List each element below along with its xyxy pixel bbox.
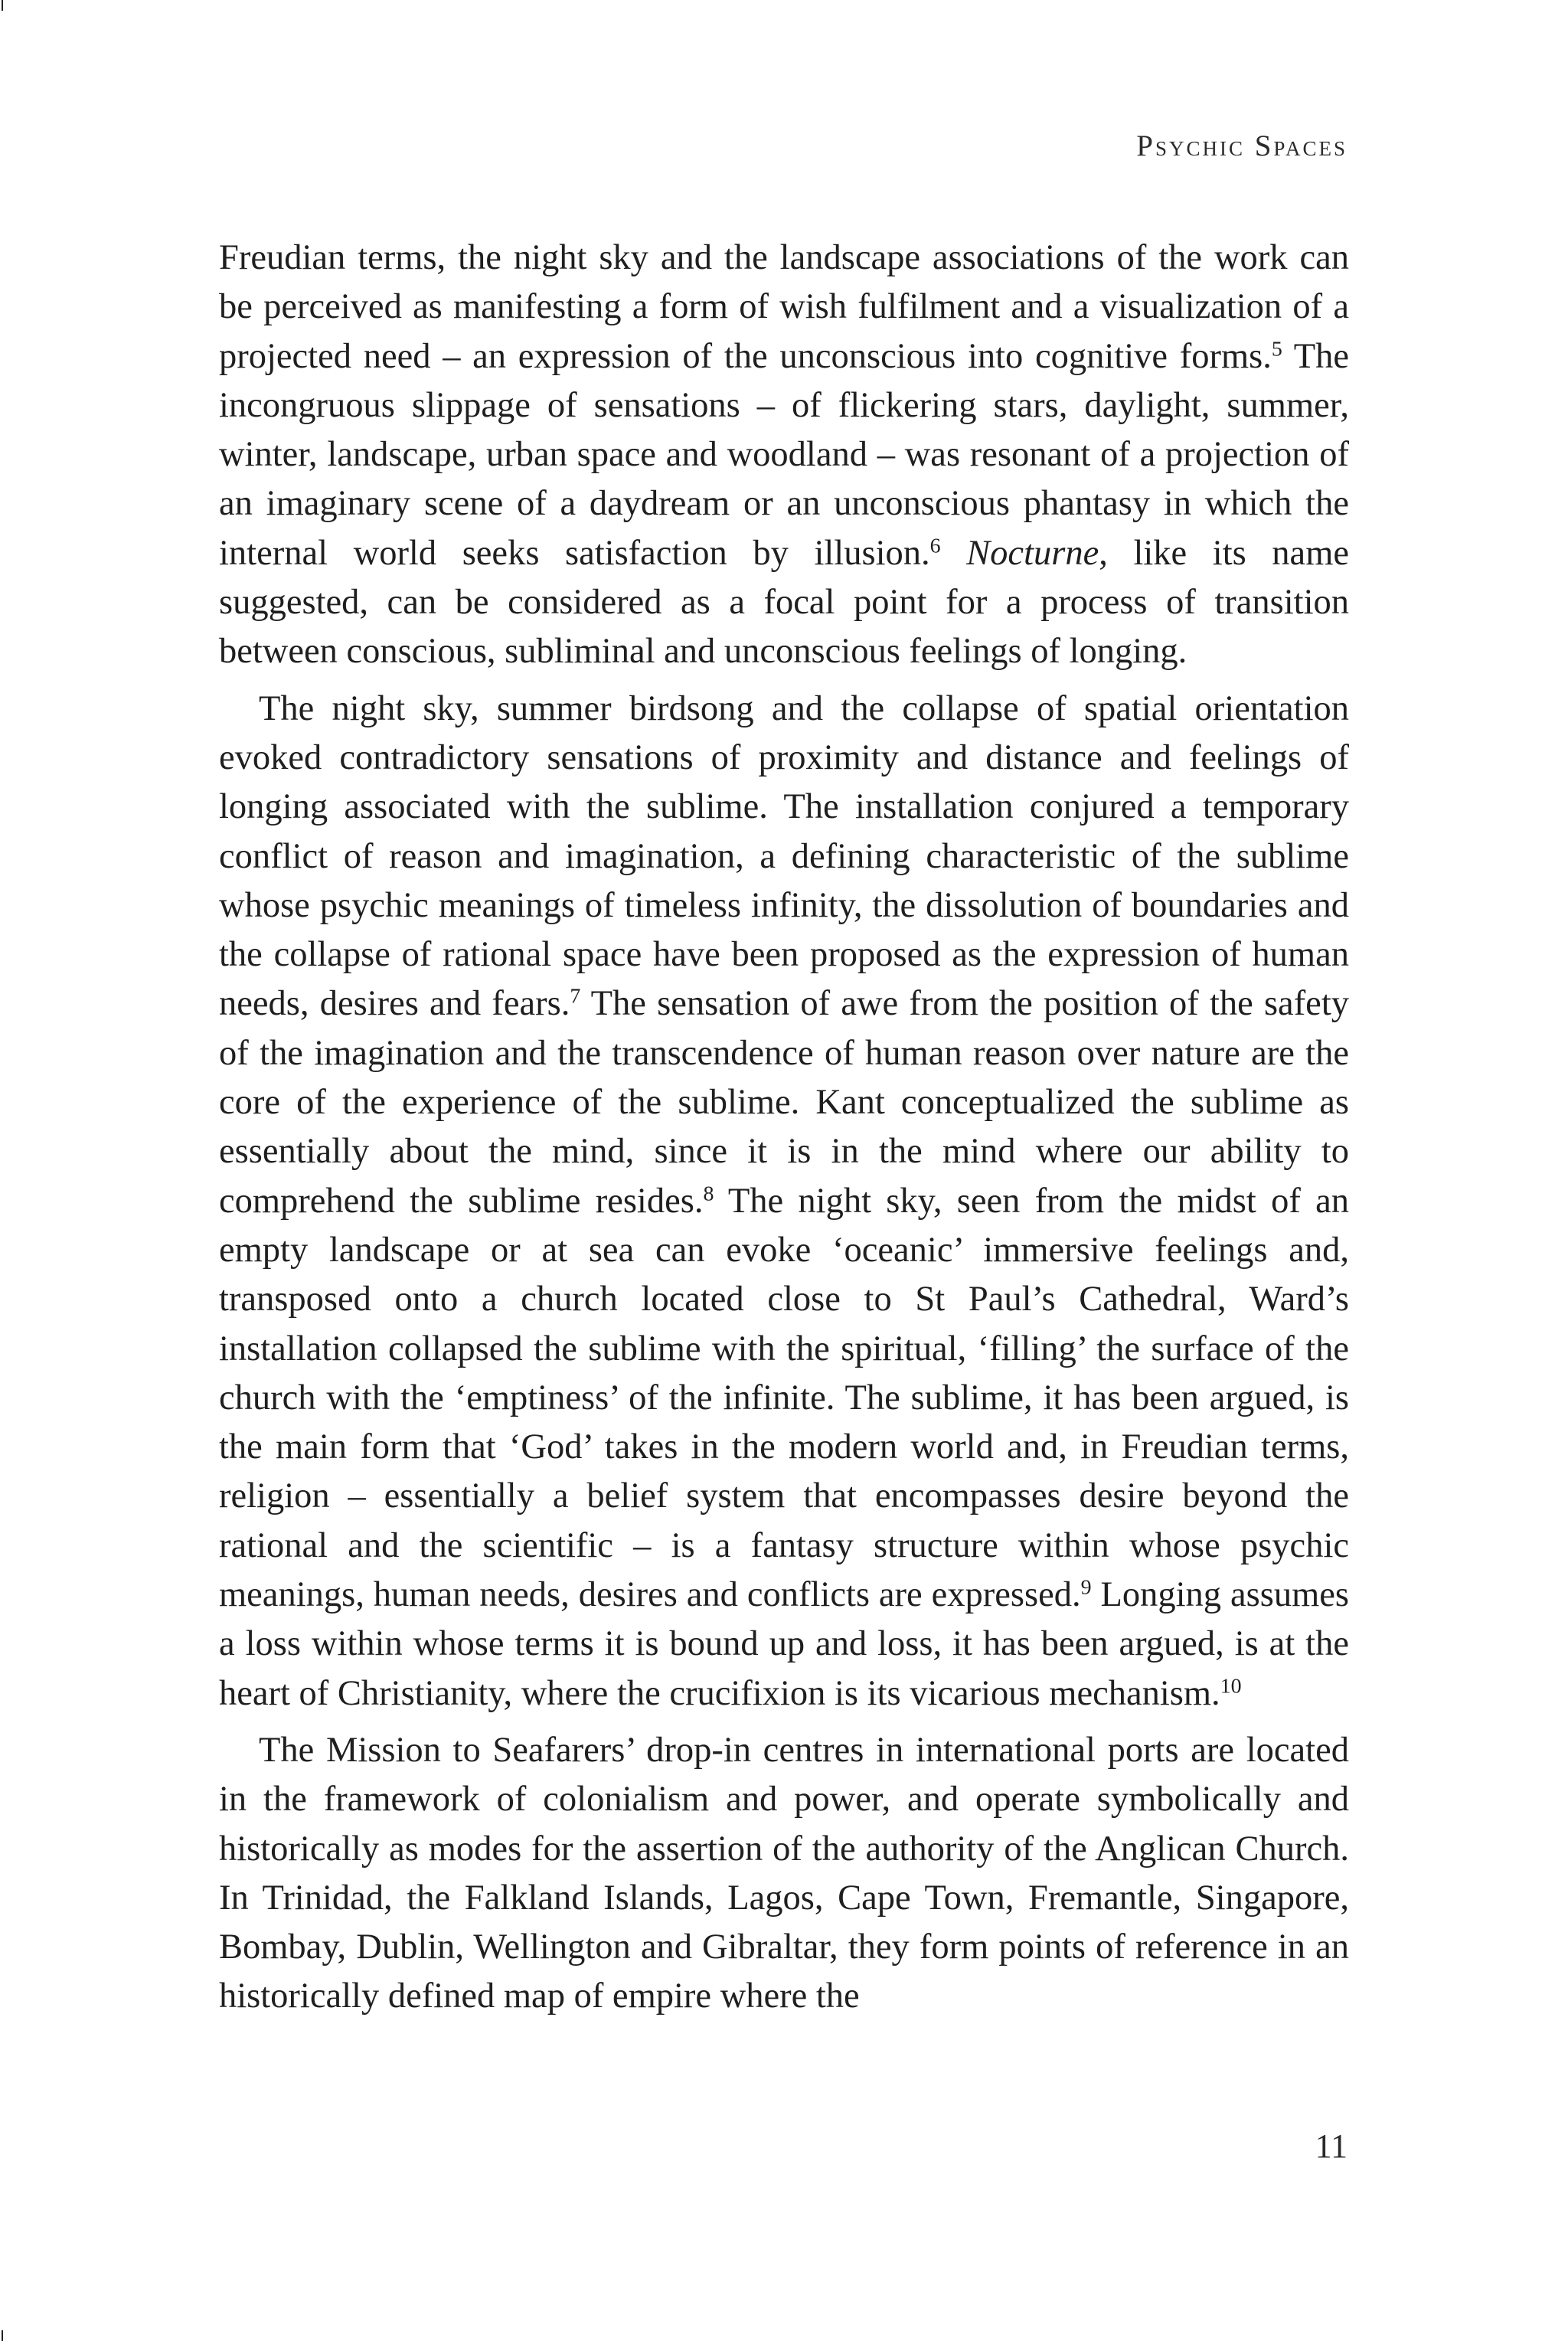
- footnote-marker: 8: [703, 1182, 714, 1206]
- page-number: 11: [1315, 2127, 1348, 2165]
- paragraph: [219, 234, 1349, 677]
- text-run: [941, 534, 967, 573]
- footnote-marker: 10: [1220, 1674, 1242, 1699]
- text-run: The incongruous slippage of sensations – of flickering stars, daylight, summer, winter, landscape, urban space and woodland – was resonant of a projection of an imaginary scene of a daydream or an unconscious phantasy in which the internal world seeks satisfaction by illusion.: [219, 336, 1349, 573]
- running-head: Psychic Spaces: [1136, 129, 1348, 162]
- text-run: Freudian terms, the night sky and the landscape associations of the work can be perceived as manifesting a form of wish fulfilment and a visualization of a projected need – an expression of the unconscious into cognitive forms.: [219, 238, 1349, 376]
- footnote-marker: 7: [570, 985, 581, 1009]
- italic-title: Nocturne: [966, 533, 1099, 573]
- paragraph: [219, 685, 1349, 1718]
- text-run: , like its name suggested, can be considered as a focal point for a process of transition between conscious, subliminal and unconscious feelings of longing.: [219, 533, 1349, 672]
- footnote-marker: 6: [929, 534, 941, 558]
- footnote-marker: 9: [1080, 1575, 1092, 1600]
- text-run: The sensation of awe from the position of the safety of the imagination and the transcendence of human reason over nature are the core of the experience of the sublime. Kant conceptualized the sublime as essentially about the mind, since it is in the mind where our ability to comprehend the sublime resides.: [219, 984, 1349, 1221]
- text-run: The Mission to Seafarers’ drop-in centres in international ports are located in the framework of colonialism and power, and operate symbolically and historically as modes for the assertion of the authority of the Anglican Church. In Trinidad, the Falkland Islands, Lagos, Cape Town, Fremantle, Singapore, Bombay, Dublin, Wellington and Gibraltar, they form points of reference in an historically defined map of empire where the: [219, 1730, 1349, 2016]
- crop-mark-bottom: [2, 2330, 3, 2341]
- paragraph: [219, 1726, 1349, 2022]
- footnote-marker: 5: [1271, 337, 1282, 361]
- crop-mark-top: [2, 0, 3, 11]
- text-run: The night sky, seen from the midst of an empty landscape or at sea can evoke ‘oceanic’ immersive feelings and, transposed onto a church located close to St Paul’s Cathedral, Ward’s installation collapsed the sublime with the spiritual, ‘filling’ the surface of the church with the ‘emptiness’ of the infinite. The sublime, it has been argued, is the main form that ‘God’ takes in the modern world and, in Freudian terms, religion – essentially a belief system that encompasses desire beyond the rational and the scientific – is a fantasy structure within whose psychic meanings, human needs, desires and conflicts are expressed.: [219, 1181, 1349, 1615]
- body-text: [219, 234, 1349, 2022]
- text-run: Longing assumes a loss within whose terms it is bound up and loss, it has been argued, is at the heart of Christianity, where the crucifixion is its vicarious mechanism.: [219, 1575, 1349, 1713]
- text-run: The night sky, summer birdsong and the collapse of spatial orientation evoked contradictory sensations of proximity and distance and feelings of longing associated with the sublime. The installation conjured a temporary conflict of reason and imagination, a defining characteristic of the sublime whose psychic meanings of timeless infinity, the dissolution of boundaries and the collapse of rational space have been proposed as the expression of human needs, desires and fears.: [219, 688, 1349, 1024]
